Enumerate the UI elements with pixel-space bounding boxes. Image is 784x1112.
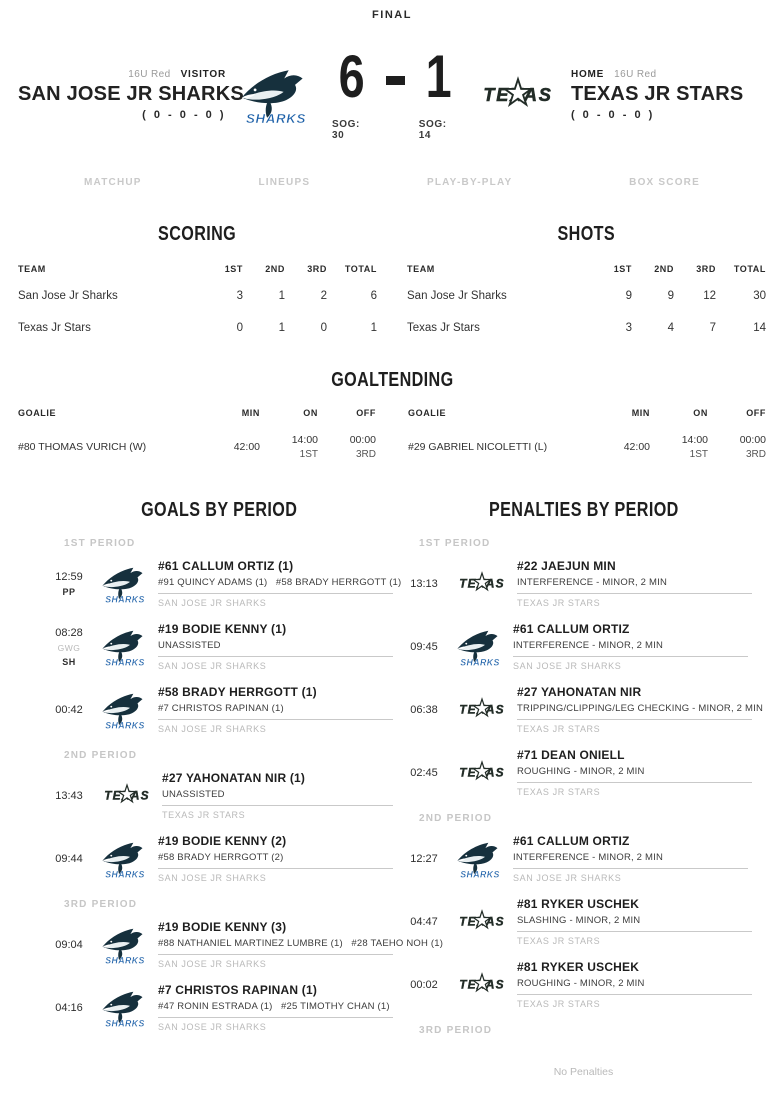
event-detail: INTERFERENCE - MINOR, 2 MIN	[513, 640, 748, 657]
scoring-row: Texas Jr Stars 0 1 0 1	[18, 322, 377, 334]
event-time: 04:47	[410, 915, 438, 928]
goal-event	[46, 622, 393, 671]
event-detail: INTERFERENCE - MINOR, 2 MIN	[513, 852, 748, 869]
scoring-row: San Jose Jr Sharks 3 1 2 6	[18, 290, 377, 302]
shots-table: TEAM 1ST 2ND 3RD TOTAL San Jose Jr Sharks 9 9 12 30 Texas Jr Stars 3 4 7 14	[407, 258, 766, 344]
goal-event	[46, 685, 393, 734]
texas-logo	[455, 908, 509, 935]
texas-logo	[455, 570, 509, 597]
visitor-goaltending-table: GOALIE MIN ON OFF #80 THOMAS VURICH (W) 42:00 14:00 1ST 00:00 3RD	[18, 402, 376, 470]
home-sog: SOG: 14	[418, 119, 447, 142]
event-detail: #47 RONIN ESTRADA (1) #25 TIMOTHY CHAN (1)	[158, 1001, 393, 1018]
goaltending-section	[18, 364, 766, 470]
event-team: TEXAS JR STARS	[517, 787, 601, 797]
sharks-logo	[238, 64, 314, 126]
visitor-sog: SOG: 30	[332, 119, 360, 142]
events-section	[18, 494, 766, 1088]
event-flag: SH	[62, 656, 76, 667]
event-flag: PP	[62, 586, 76, 597]
visitor-score: 6	[339, 42, 366, 110]
event-time: 00:02	[410, 978, 438, 991]
home-role-label: HOME	[570, 69, 605, 80]
event-flag: GWG	[57, 642, 81, 653]
visitor-role-label: VISITOR	[180, 69, 226, 80]
scoring-shots-section	[18, 218, 766, 344]
event-detail: TRIPPING/CLIPPING/LEG CHECKING - MINOR, 2 MIN	[517, 703, 752, 720]
event-time: 13:43	[55, 789, 83, 802]
texas-logo	[455, 971, 509, 998]
penalty-event	[401, 622, 766, 671]
event-team: TEXAS JR STARS	[517, 598, 601, 608]
event-detail: SLASHING - MINOR, 2 MIN	[517, 915, 752, 932]
penalty-event	[401, 834, 766, 883]
tab-bar	[84, 177, 700, 188]
goalie-row: #80 THOMAS VURICH (W) 42:00 14:00 1ST 00:00 3RD	[18, 424, 376, 470]
tab-matchup[interactable]: MATCHUP	[84, 177, 142, 188]
tab-lineups[interactable]: LINEUPS	[258, 177, 311, 188]
event-time: 12:59	[55, 570, 83, 583]
event-player: #81 RYKER USCHEK	[517, 960, 640, 974]
event-time: 02:45	[410, 766, 438, 779]
event-player: #27 YAHONATAN NIR (1)	[162, 771, 306, 785]
event-team: SAN JOSE JR SHARKS	[158, 959, 267, 969]
event-detail: UNASSISTED	[162, 789, 393, 806]
event-player: #61 CALLUM ORTIZ	[513, 834, 630, 848]
event-time: 09:44	[55, 852, 83, 865]
penalty-event	[401, 960, 766, 1009]
visitor-team-block	[18, 69, 244, 121]
sharks-logo	[100, 839, 150, 879]
sharks-logo	[100, 925, 150, 965]
goaltending-title: GOALTENDING	[330, 368, 454, 391]
event-time: 09:45	[410, 640, 438, 653]
sharks-logo	[100, 627, 150, 667]
score	[326, 42, 465, 142]
goal-event	[46, 771, 393, 820]
penalties-section	[393, 494, 766, 1088]
goalie-name: #80 THOMAS VURICH (W)	[18, 441, 147, 453]
sharks-logo	[455, 839, 505, 879]
shots-row: Texas Jr Stars 3 4 7 14	[407, 322, 766, 334]
penalty-event	[401, 685, 766, 734]
event-time: 12:27	[410, 852, 438, 865]
event-time: 09:04	[55, 938, 83, 951]
event-player: #19 BODIE KENNY (3)	[158, 920, 287, 934]
scoring-section	[18, 218, 377, 344]
shots-title: SHOTS	[557, 222, 616, 245]
event-detail: UNASSISTED	[158, 640, 393, 657]
sharks-logo	[100, 564, 150, 604]
visitor-division: 16U Red	[128, 69, 171, 80]
score-dash	[386, 76, 404, 85]
event-player: #19 BODIE KENNY (2)	[158, 834, 287, 848]
goalie-row: #29 GABRIEL NICOLETTI (L) 42:00 14:00 1ST 00:00 3RD	[408, 424, 766, 470]
period-label: 1ST PERIOD	[419, 538, 491, 549]
visitor-record: ( 0 - 0 - 0 )	[142, 109, 226, 121]
event-player: #7 CHRISTOS RAPINAN (1)	[158, 983, 318, 997]
event-player: #61 CALLUM ORTIZ (1)	[158, 559, 294, 573]
home-team-name: TEXAS JR STARS	[570, 83, 744, 105]
period-label: 2ND PERIOD	[419, 813, 493, 824]
goals-title: GOALS BY PERIOD	[141, 498, 298, 521]
penalty-event	[401, 559, 766, 608]
event-team: SAN JOSE JR SHARKS	[158, 873, 267, 883]
event-detail: INTERFERENCE - MINOR, 2 MIN	[517, 577, 752, 594]
penalty-event	[401, 748, 766, 797]
event-team: SAN JOSE JR SHARKS	[513, 661, 622, 671]
period-label: 3RD PERIOD	[64, 899, 138, 910]
event-team: SAN JOSE JR SHARKS	[158, 724, 267, 734]
period-label: 3RD PERIOD	[419, 1025, 493, 1036]
goal-event	[46, 559, 402, 608]
event-time: 04:16	[55, 1001, 83, 1014]
event-team: SAN JOSE JR SHARKS	[158, 1022, 267, 1032]
texas-logo	[455, 759, 509, 786]
event-time: 13:13	[410, 577, 438, 590]
event-detail: ROUGHING - MINOR, 2 MIN	[517, 978, 752, 995]
event-team: TEXAS JR STARS	[162, 810, 246, 820]
scoring-title: SCORING	[158, 222, 237, 245]
visitor-team-name: SAN JOSE JR SHARKS	[18, 83, 244, 105]
event-player: #27 YAHONATAN NIR	[517, 685, 642, 699]
texas-logo	[477, 74, 559, 116]
penalties-title: PENALTIES BY PERIOD	[488, 498, 679, 521]
sharks-logo	[455, 627, 505, 667]
event-player: #22 JAEJUN MIN	[517, 559, 616, 573]
home-score: 1	[425, 42, 452, 110]
shots-row: San Jose Jr Sharks 9 9 12 30	[407, 290, 766, 302]
event-team: SAN JOSE JR SHARKS	[513, 873, 622, 883]
event-player: #58 BRADY HERRGOTT (1)	[158, 685, 317, 699]
scoring-table: TEAM 1ST 2ND 3RD TOTAL San Jose Jr Sharks 3 1 2 6 Texas Jr Stars 0 1 0 1	[18, 258, 377, 344]
goalie-name: #29 GABRIEL NICOLETTI (L)	[408, 441, 548, 453]
event-time: 00:42	[55, 703, 83, 716]
period-label: 1ST PERIOD	[64, 538, 136, 549]
home-team-block	[571, 69, 766, 121]
event-team: SAN JOSE JR SHARKS	[158, 598, 267, 608]
texas-logo	[100, 782, 154, 809]
event-player: #81 RYKER USCHEK	[517, 897, 640, 911]
event-time: 08:28	[55, 626, 83, 639]
event-team: TEXAS JR STARS	[517, 999, 601, 1009]
home-goaltending-table: GOALIE MIN ON OFF #29 GABRIEL NICOLETTI (L) 42:00 14:00 1ST 00:00 3RD	[408, 402, 766, 470]
no-penalties-text: No Penalties	[553, 1066, 614, 1078]
event-team: TEXAS JR STARS	[517, 724, 601, 734]
event-player: #19 BODIE KENNY (1)	[158, 622, 287, 636]
goal-event	[46, 983, 393, 1032]
penalty-event	[401, 897, 766, 946]
sharks-logo	[100, 690, 150, 730]
sharks-logo	[100, 988, 150, 1028]
event-detail: #91 QUINCY ADAMS (1) #58 BRADY HERRGOTT (1)	[158, 577, 393, 594]
event-detail: ROUGHING - MINOR, 2 MIN	[517, 766, 752, 783]
scoreboard	[18, 42, 766, 143]
event-detail: #88 NATHANIEL MARTINEZ LUMBRE (1) #28 TAEHO NOH (1)	[158, 938, 393, 955]
tab-play-by-play[interactable]: PLAY-BY-PLAY	[427, 177, 513, 188]
event-detail: #7 CHRISTOS RAPINAN (1)	[158, 703, 393, 720]
event-player: #61 CALLUM ORTIZ	[513, 622, 630, 636]
event-detail: #58 BRADY HERRGOTT (2)	[158, 852, 393, 869]
event-team: SAN JOSE JR SHARKS	[158, 661, 267, 671]
texas-logo	[455, 696, 509, 723]
period-label: 2ND PERIOD	[64, 750, 138, 761]
tab-box-score[interactable]: BOX SCORE	[629, 177, 700, 188]
event-player: #71 DEAN ONIELL	[517, 748, 625, 762]
event-team: TEXAS JR STARS	[517, 936, 601, 946]
shots-section	[407, 218, 766, 344]
goal-event	[46, 834, 393, 883]
event-time: 06:38	[410, 703, 438, 716]
home-record: ( 0 - 0 - 0 )	[570, 109, 655, 121]
home-division: 16U Red	[614, 69, 657, 80]
game-status: FINAL	[372, 9, 412, 21]
